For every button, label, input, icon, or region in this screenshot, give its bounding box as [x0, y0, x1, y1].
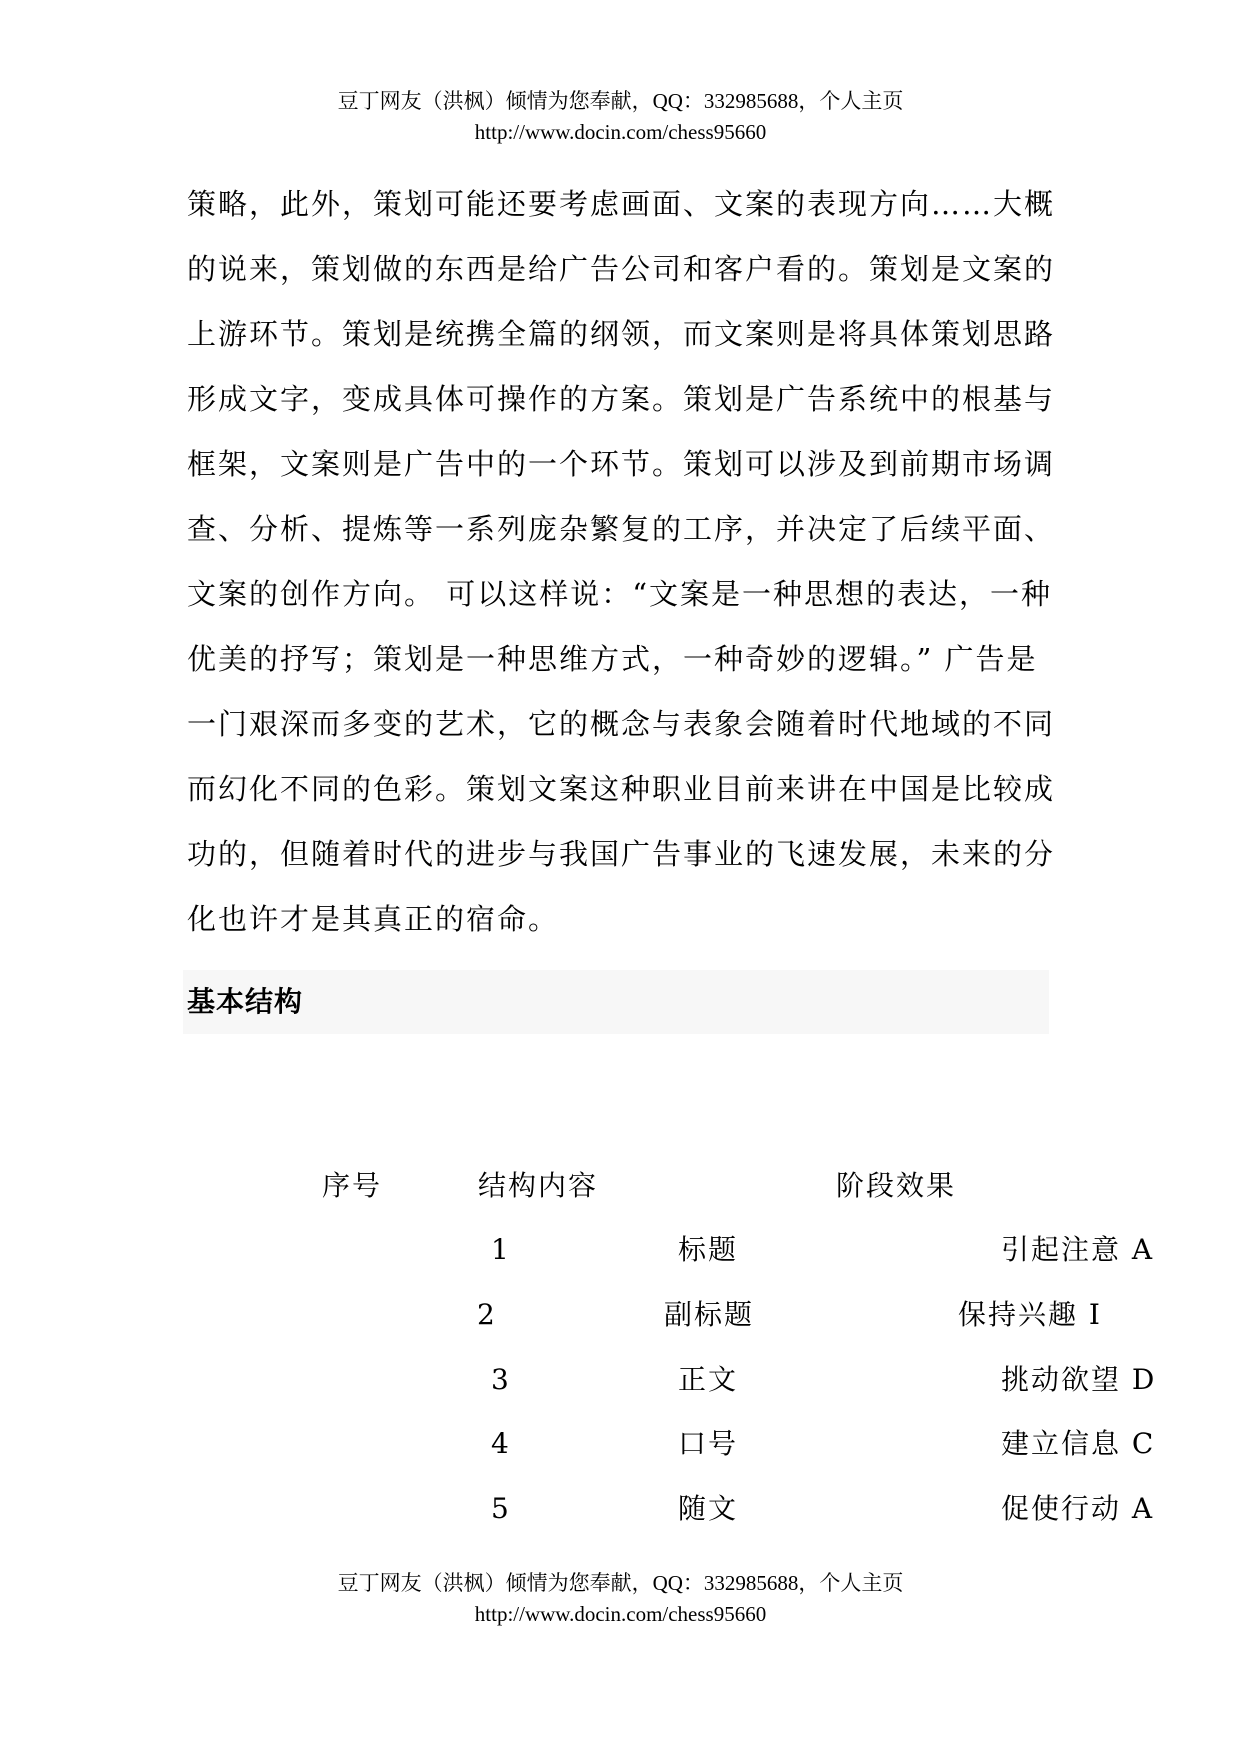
header-contributor-line: 豆丁网友（洪枫）倾情为您奉献，QQ：332985688，个人主页 — [337, 89, 904, 113]
table-row-content: 口号 — [678, 1427, 739, 1460]
table-row-effect: 挑动欲望 D — [1001, 1363, 1157, 1396]
table-row-effect: 保持兴趣 I — [958, 1298, 1102, 1331]
table-header-content: 结构内容 — [478, 1169, 599, 1202]
table-row-content: 正文 — [678, 1363, 739, 1396]
table-row-content: 副标题 — [664, 1298, 755, 1331]
body-line: 查、分析、提炼等一系列庞杂繁复的工序，并决定了后续平面、 — [187, 512, 1056, 546]
body-line: 而幻化不同的色彩。策划文案这种职业目前来讲在中国是比较成 — [187, 772, 1056, 806]
body-line: 优美的抒写；策划是一种思维方式，一种奇妙的逻辑。” 广告是 — [187, 642, 1038, 676]
footer-url-line: http://www.docin.com/chess95660 — [474, 1602, 767, 1626]
body-line: 一门艰深而多变的艺术，它的概念与表象会随着时代地域的不同 — [187, 707, 1056, 741]
body-line: 策略，此外，策划可能还要考虑画面、文案的表现方向……大概 — [187, 187, 1056, 221]
page-footer — [0, 1568, 1241, 1630]
body-line: 的说来，策划做的东西是给广告公司和客户看的。策划是文案的 — [187, 252, 1056, 286]
table-header-effect: 阶段效果 — [836, 1169, 957, 1202]
header-url-line: http://www.docin.com/chess95660 — [474, 120, 767, 144]
table-row-effect: 引起注意 A — [1001, 1233, 1155, 1266]
table-header-number: 序号 — [322, 1169, 383, 1202]
body-line: 上游环节。策划是统携全篇的纲领，而文案则是将具体策划思路 — [187, 317, 1056, 351]
page-header — [0, 86, 1241, 148]
section-heading: 基本结构 — [183, 970, 1049, 1034]
body-line: 化也许才是其真正的宿命。 — [187, 902, 560, 936]
table-row-content: 随文 — [678, 1492, 739, 1525]
body-line: 功的，但随着时代的进步与我国广告事业的飞速发展，未来的分 — [187, 837, 1056, 871]
table-row-effect: 建立信息 C — [1001, 1427, 1156, 1460]
table-row-number: 5 — [491, 1492, 511, 1525]
table-row-content: 标题 — [678, 1233, 739, 1266]
table-row-number: 4 — [491, 1427, 511, 1460]
body-line: 文案的创作方向。 可以这样说：“文案是一种思想的表达，一种 — [187, 577, 1053, 611]
table-row-number: 1 — [491, 1233, 511, 1266]
body-line: 框架，文案则是广告中的一个环节。策划可以涉及到前期市场调 — [187, 447, 1056, 481]
body-paragraph — [187, 173, 1056, 953]
table-row-number: 2 — [477, 1298, 497, 1331]
table-row-effect: 促使行动 A — [1001, 1492, 1155, 1525]
body-line: 形成文字，变成具体可操作的方案。策划是广告系统中的根基与 — [187, 382, 1056, 416]
footer-contributor-line: 豆丁网友（洪枫）倾情为您奉献，QQ：332985688，个人主页 — [337, 1571, 904, 1595]
table-row-number: 3 — [491, 1363, 511, 1396]
